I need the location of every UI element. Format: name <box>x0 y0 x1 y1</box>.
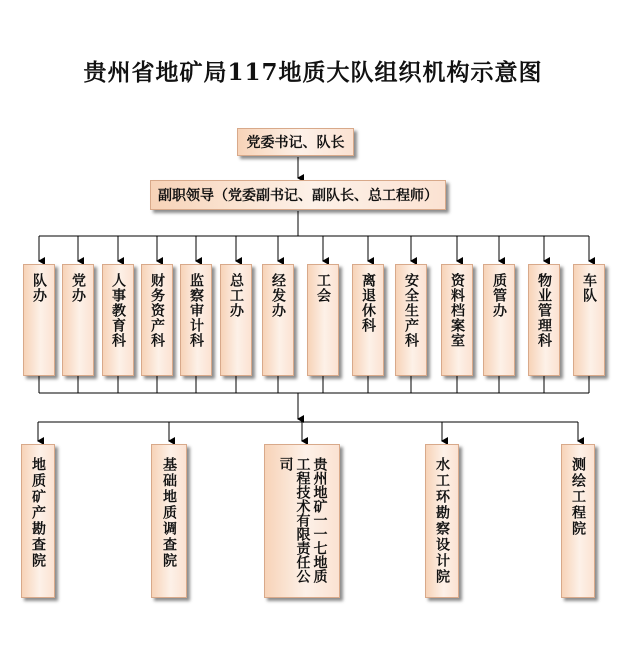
subsidiary-label: 水工环勘察设计院 <box>434 457 450 585</box>
department-box-6 <box>220 264 252 376</box>
subsidiary-box-3 <box>264 444 340 598</box>
department-box-8 <box>307 264 339 376</box>
department-label: 物业管理科 <box>536 273 552 348</box>
subsidiary-box-4 <box>425 444 459 598</box>
subsidiary-label: 贵州地矿一一七地质工程技术有限责任公司 <box>277 457 328 583</box>
department-box-4 <box>141 264 173 376</box>
department-label: 离退休科 <box>360 273 376 333</box>
party-secretary-label: 党委书记、队长 <box>246 135 345 151</box>
department-box-3 <box>102 264 134 376</box>
department-label: 安全生产科 <box>403 273 419 348</box>
department-box-5 <box>180 264 212 376</box>
department-label: 财务资产科 <box>149 273 165 348</box>
department-label: 总工办 <box>228 273 244 318</box>
department-box-7 <box>262 264 294 376</box>
party-secretary-box <box>237 128 354 156</box>
department-box-13 <box>528 264 560 376</box>
department-label: 党办 <box>70 273 86 303</box>
subsidiary-label: 地质矿产勘查院 <box>30 457 46 569</box>
subsidiary-box-5 <box>561 444 595 598</box>
deputy-leaders-box <box>150 180 446 210</box>
department-label: 经发办 <box>270 273 286 318</box>
department-box-1 <box>23 264 55 376</box>
department-box-14 <box>573 264 605 376</box>
subsidiary-label: 基础地质调查院 <box>161 457 177 569</box>
department-label: 人事教育科 <box>110 273 126 348</box>
department-box-2 <box>62 264 94 376</box>
department-label: 监察审计科 <box>188 273 204 348</box>
subsidiary-label: 测绘工程院 <box>570 457 586 537</box>
department-box-12 <box>483 264 515 376</box>
department-label: 车队 <box>581 273 597 303</box>
department-box-10 <box>395 264 427 376</box>
department-box-11 <box>441 264 473 376</box>
subsidiary-box-1 <box>21 444 55 598</box>
department-label: 队办 <box>31 273 47 303</box>
department-box-9 <box>352 264 384 376</box>
subsidiary-box-2 <box>151 444 187 598</box>
diagram-title: 贵州省地矿局117地质大队组织机构示意图 <box>83 59 543 86</box>
department-label: 质管办 <box>491 273 507 318</box>
department-label: 资料档案室 <box>449 273 465 348</box>
department-label: 工会 <box>315 273 331 303</box>
deputy-leaders-label: 副职领导（党委副书记、副队长、总工程师） <box>158 188 438 204</box>
